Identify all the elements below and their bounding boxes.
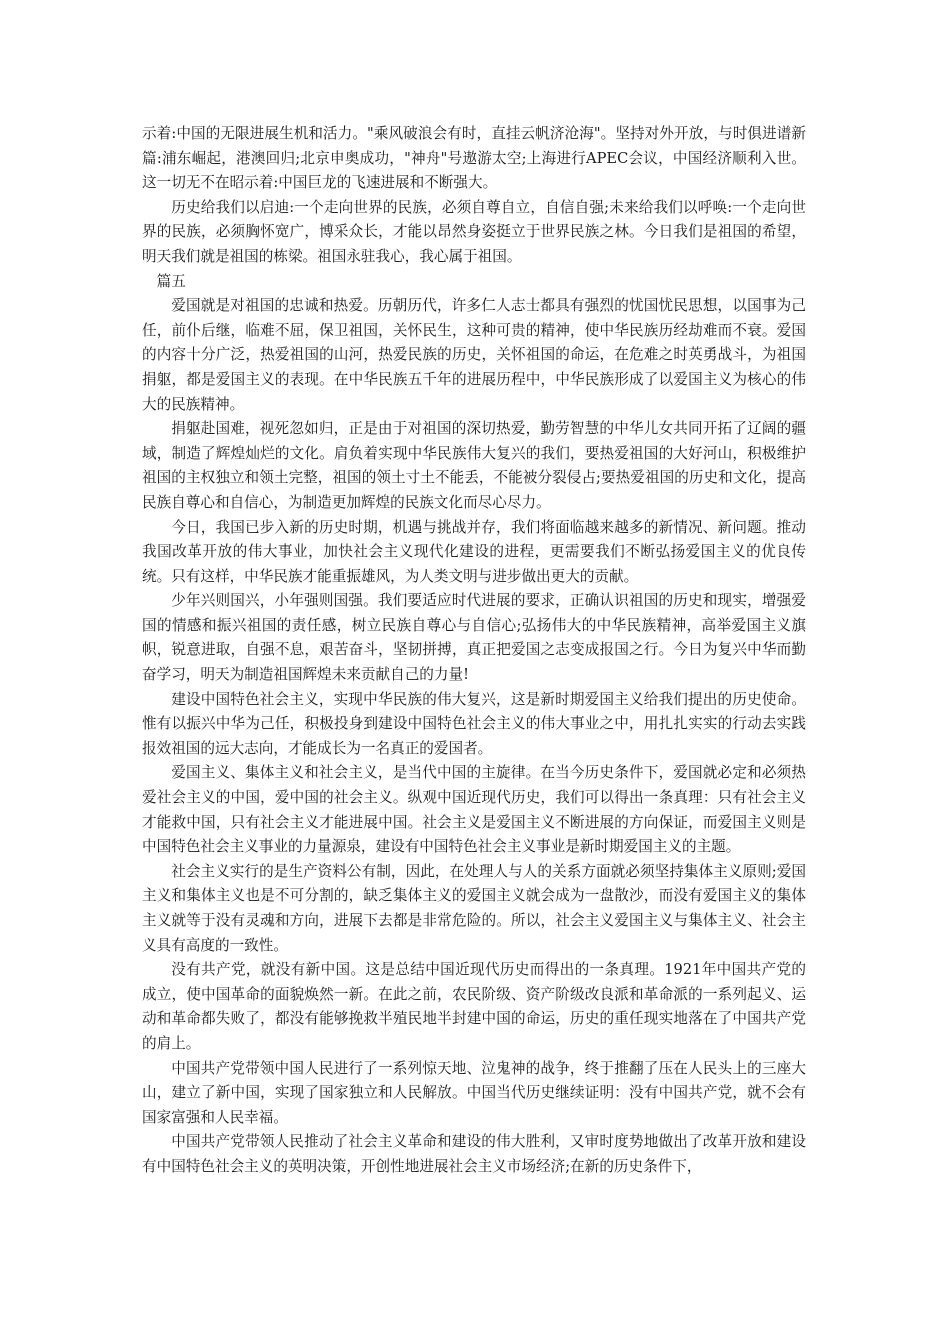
section-heading: 篇五 (156, 272, 186, 290)
paragraph: 中国共产党带领中国人民进行了一系列惊天地、泣鬼神的战争，终于推翻了压在人民头上的三座大山，建立了新中国，实现了国家独立和人民解放。中国当代历史继续证明：没有中国共产党，就不会有国家富强和人民幸福。 (142, 1059, 806, 1126)
paragraph: 今日，我国已步入新的历史时期，机遇与挑战并存，我们将面临越来越多的新情况、新问题。推动我国改革开放的伟大事业，加快社会主义现代化建设的进程，更需要我们不断弘扬爱国主义的优良传统。只有这样，中华民族才能重振雄风，为人类文明与进步做出更大的贡献。 (142, 518, 806, 585)
paragraph: 建设中国特色社会主义，实现中华民族的伟大复兴，这是新时期爱国主义给我们提出的历史使命。惟有以振兴中华为己任，积极投身到建设中国特色社会主义的伟大事业之中，用扎扎实实的行动去实践报效祖国的远大志向，才能成长为一名真正的爱国者。 (142, 690, 806, 757)
paragraph: 爱国主义、集体主义和社会主义，是当代中国的主旋律。在当今历史条件下，爱国就必定和必须热爱社会主义的中国，爱中国的社会主义。纵观中国近现代历史，我们可以得出一条真理：只有社会主义才能救中国，只有社会主义才能进展中国。社会主义是爱国主义不断进展的方向保证，而爱国主义则是中国特色社会主义事业的力量源泉，建设有中国特色社会主义事业是新时期爱国主义的主题。 (142, 764, 806, 856)
paragraph-continuation: 示着:中国的无限进展生机和活力。"乘风破浪会有时，直挂云帆济沧海"。坚持对外开放，与时俱进谱新篇:浦东崛起，港澳回归;北京申奥成功，"神舟"号遨游太空;上海进行APEC会议，中国经济顺利入世。这一切无不在昭示着:中国巨龙的飞速进展和不断强大。 (142, 125, 806, 192)
paragraph: 社会主义实行的是生产资料公有制，因此，在处理人与人的关系方面就必须坚持集体主义原则;爱国主义和集体主义也是不可分割的，缺乏集体主义的爱国主义就会成为一盘散沙，而没有爱国主义的集体主义就等于没有灵魂和方向，进展下去都是非常危险的。所以，社会主义爱国主义与集体主义、社会主义具有高度的一致性。 (142, 862, 806, 954)
paragraph: 捐躯赴国难，视死忽如归，正是由于对祖国的深切热爱，勤劳智慧的中华儿女共同开拓了辽阔的疆域，制造了辉煌灿烂的文化。肩负着实现中华民族伟大复兴的我们，要热爱祖国的大好河山，积极维护祖国的主权独立和领土完整，祖国的领土寸土不能丢，不能被分裂侵占;要热爱祖国的历史和文化，提高民族自尊心和自信心，为制造更加辉煌的民族文化而尽心尽力。 (142, 420, 806, 511)
paragraph: 历史给我们以启迪:一个走向世界的民族，必须自尊自立，自信自强;未来给我们以呼唤:一个走向世界的民族，必须胸怀宽广，博采众长，才能以昂然身姿挺立于世界民族之林。今日我们是祖国的希望，明天我们就是祖国的栋梁。祖国永驻我心，我心属于祖国。 (142, 198, 806, 265)
paragraph: 爱国就是对祖国的忠诚和热爱。历朝历代，许多仁人志士都具有强烈的忧国忧民思想，以国事为己任，前仆后继，临难不屈，保卫祖国，关怀民生，这种可贵的精神，使中华民族历经劫难而不衰。爱国的内容十分广泛，热爱祖国的山河，热爱民族的历史，关怀祖国的命运，在危难之时英勇战斗，为祖国捐躯，都是爱国主义的表现。在中华民族五千年的进展历程中，中华民族形成了以爱国主义为核心的伟大的民族精神。 (142, 297, 806, 413)
paragraph: 没有共产党，就没有新中国。这是总结中国近现代历史而得出的一条真理。1921年中国共产党的成立，使中国革命的面貌焕然一新。在此之前，农民阶级、资产阶级改良派和革命派的一系列起义、运动和革命都失败了，都没有能够挽救半殖民地半封建中国的命运，历史的重任现实地落在了中国共产党的肩上。 (142, 961, 806, 1052)
document-body (142, 122, 806, 1180)
paragraph: 少年兴则国兴，小年强则国强。我们要适应时代进展的要求，正确认识祖国的历史和现实，增强爱国的情感和振兴祖国的责任感，树立民族自尊心与自信心;弘扬伟大的中华民族精神，高举爱国主义旗帜，锐意进取，自强不息，艰苦奋斗，坚韧拼搏，真正把爱国之志变成报国之行。今日为复兴中华而勤奋学习，明天为制造祖国辉煌未来贡献自己的力量! (142, 592, 806, 684)
paragraph: 中国共产党带领人民推动了社会主义革命和建设的伟大胜利，又审时度势地做出了改革开放和建设有中国特色社会主义的英明决策，开创性地进展社会主义市场经济;在新的历史条件下， (142, 1133, 806, 1175)
